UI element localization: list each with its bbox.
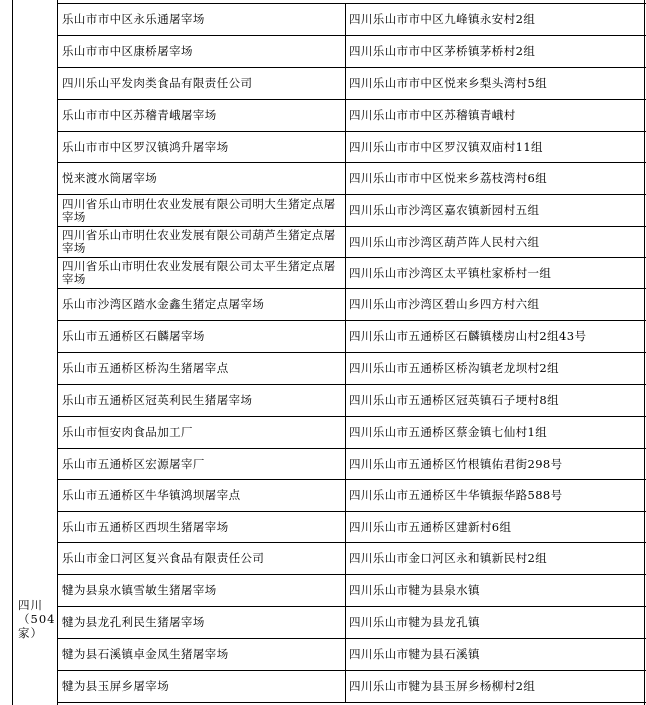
slaughterhouse-address: 四川乐山市五通桥区蔡金镇七仙村1组 xyxy=(349,425,548,439)
table-row xyxy=(58,226,646,257)
slaughterhouse-name: 乐山市五通桥区冠英利民生猪屠宰场 xyxy=(62,393,253,407)
slaughterhouse-address: 四川乐山市犍为县石溪镇 xyxy=(349,647,480,661)
table-row xyxy=(58,384,646,416)
table-row xyxy=(58,35,646,67)
slaughterhouse-name: 乐山市金口河区复兴食品有限责任公司 xyxy=(62,551,265,565)
slaughterhouse-address: 四川乐山市市中区罗汉镇双庙村11组 xyxy=(349,139,543,154)
table-row xyxy=(58,352,646,384)
slaughterhouse-address: 四川乐山市沙湾区嘉农镇新园村五组 xyxy=(349,203,540,217)
slaughterhouse-name: 乐山市五通桥区桥沟生猪屠宰点 xyxy=(62,361,229,375)
slaughterhouse-name: 犍为县石溪镇卓金凤生猪屠宰场 xyxy=(62,647,229,661)
slaughterhouse-name: 乐山市市中区康桥屠宰场 xyxy=(62,44,193,58)
region-label xyxy=(18,598,58,640)
slaughterhouse-name: 乐山市沙湾区踏水金鑫生猪定点屠宰场 xyxy=(62,297,265,311)
slaughterhouse-name: 乐山市恒安肉食品加工厂 xyxy=(62,425,193,439)
slaughterhouse-name: 四川省乐山市明仕农业发展有限公司葫芦生猪定点屠宰场 xyxy=(62,228,336,255)
slaughterhouse-name: 四川省乐山市明仕农业发展有限公司明大生猪定点屠宰场 xyxy=(62,196,336,224)
slaughterhouse-address: 四川乐山市五通桥区竹根镇佑君街298号 xyxy=(349,456,563,471)
table-row xyxy=(58,131,646,162)
table-row xyxy=(58,99,646,131)
table-bottom-border xyxy=(58,702,646,703)
table-row xyxy=(58,194,646,226)
table-row xyxy=(58,511,646,542)
slaughterhouse-address: 四川乐山市犍为县龙孔镇 xyxy=(349,615,480,629)
slaughterhouse-name: 犍为县泉水镇雪敏生猪屠宰场 xyxy=(62,583,217,597)
region-label-line1: 四川 xyxy=(18,598,43,612)
region-cell xyxy=(12,0,58,705)
slaughterhouse-name: 犍为县龙孔利民生猪屠宰场 xyxy=(62,615,205,629)
slaughterhouse-address: 四川乐山市犍为县泉水镇 xyxy=(349,583,480,597)
slaughterhouse-address: 四川乐山市沙湾区太平镇杜家桥村一组 xyxy=(349,265,552,280)
table-row xyxy=(58,162,646,194)
table-row xyxy=(58,67,646,99)
slaughterhouse-address: 四川乐山市市中区九峰镇永安村2组 xyxy=(349,12,536,26)
table-row xyxy=(58,638,646,670)
slaughterhouse-name: 乐山市五通桥区宏源屠宰厂 xyxy=(62,456,205,471)
slaughterhouse-address: 四川乐山市市中区苏稽镇青峨村 xyxy=(349,108,516,122)
table-row xyxy=(58,670,646,702)
slaughterhouse-address: 四川乐山市沙湾区葫芦阵人民村六组 xyxy=(349,234,540,249)
slaughterhouse-address: 四川乐山市市中区悦来乡荔枝湾村6组 xyxy=(349,171,548,185)
slaughterhouse-name: 犍为县玉屏乡屠宰场 xyxy=(62,679,170,693)
slaughterhouse-address: 四川乐山市市中区悦来乡梨头湾村5组 xyxy=(349,76,548,90)
slaughterhouse-address: 四川乐山市市中区茅桥镇茅桥村2组 xyxy=(349,44,536,58)
table-row xyxy=(58,288,646,320)
region-label-line3: 家） xyxy=(18,626,43,640)
slaughterhouse-address: 四川乐山市五通桥区建新村6组 xyxy=(349,519,512,534)
slaughterhouse-name: 乐山市五通桥区西坝生猪屠宰场 xyxy=(62,519,229,534)
slaughterhouse-address: 四川乐山市五通桥区牛华镇振华路588号 xyxy=(349,488,563,502)
slaughterhouse-name: 悦来渡水筒屠宰场 xyxy=(62,171,158,185)
slaughterhouse-address: 四川乐山市五通桥区桥沟镇老龙坝村2组 xyxy=(349,361,560,375)
table-row xyxy=(58,3,646,35)
table-row xyxy=(58,542,646,574)
table-row xyxy=(58,574,646,606)
slaughterhouse-address: 四川乐山市沙湾区碧山乡四方村六组 xyxy=(349,297,540,311)
slaughterhouse-address: 四川乐山市金口河区永和镇新民村2组 xyxy=(349,551,548,565)
table-row xyxy=(58,416,646,448)
slaughterhouse-name: 乐山市市中区苏稽青峨屠宰场 xyxy=(62,108,217,122)
table-row xyxy=(58,479,646,511)
slaughterhouse-name: 四川乐山平发肉类食品有限责任公司 xyxy=(62,76,253,90)
slaughterhouse-name: 乐山市市中区永乐通屠宰场 xyxy=(62,12,205,26)
table-row xyxy=(58,320,646,352)
slaughterhouse-name: 乐山市五通桥区石麟屠宰场 xyxy=(62,329,205,343)
slaughterhouse-address: 四川乐山市五通桥区冠英镇石子埂村8组 xyxy=(349,393,560,407)
slaughterhouse-address: 四川乐山市犍为县玉屏乡杨柳村2组 xyxy=(349,679,536,693)
region-label-line2: （504 xyxy=(18,612,56,626)
table-row xyxy=(58,606,646,638)
slaughterhouse-name: 四川省乐山市明仕农业发展有限公司太平生猪定点屠宰场 xyxy=(62,259,336,286)
table-row xyxy=(58,257,646,288)
slaughterhouse-name: 乐山市五通桥区牛华镇鸿坝屠宰点 xyxy=(62,488,241,502)
table-row xyxy=(58,448,646,479)
slaughterhouse-address: 四川乐山市五通桥区石麟镇楼房山村2组43号 xyxy=(349,329,587,343)
slaughterhouse-name: 乐山市市中区罗汉镇鸿升屠宰场 xyxy=(62,139,229,154)
